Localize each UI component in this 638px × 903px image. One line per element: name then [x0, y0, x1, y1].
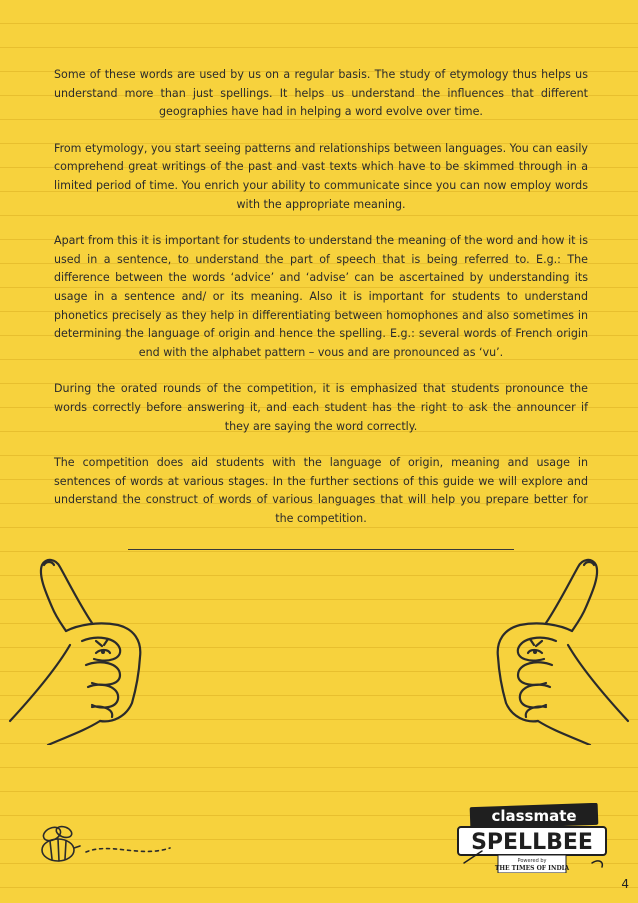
paragraph-etymology-intro: Some of these words are used by us on a regular basis. The study of etymology thus helps us understand more than just spellings. It helps us understand the influences that different geographies have had in helping a word evolve over time. — [54, 68, 588, 119]
logo-tagline: Powered by — [517, 858, 547, 864]
bee-icon — [30, 812, 230, 882]
logo-top-text: classmate — [491, 807, 577, 825]
paragraph-competition-aid: The competition does aid students with the language of origin, meaning and usage in sentences of words at various stages. In the further sections of this guide we will explore and understand the construct of words of various languages that will help you prepare better for the competition. — [54, 456, 588, 525]
logo-main-text: SPELLBEE — [471, 830, 593, 855]
thumbs-up-left-icon — [0, 545, 190, 745]
page-number: 4 — [621, 877, 629, 891]
logo-sponsor: THE TIMES OF INDIA — [494, 865, 570, 872]
body-text — [54, 66, 588, 546]
paragraph-word-meaning: Apart from this it is important for students to understand the meaning of the word and how it is used in a sentence, to understand the part of speech that is being referred to. E.g.: The difference between the words ‘advice’ and ‘advise’ can be ascertained by understanding its usage in a sentence and/ or its meaning. Also it is important for students to understand phonetics precisely as they help in differentiating between homophones and also sometimes in determining the language of origin and hence the spelling. E.g.: several words of French origin end with the alphabet pattern – vous and are pronounced as ‘vu’. — [54, 234, 588, 359]
paragraph-pronunciation: During the orated rounds of the competition, it is emphasized that students pronounce the words correctly before answering it, and each student has the right to ask the announcer if they are saying the word correctly. — [54, 382, 588, 433]
thumbs-up-right-icon — [448, 545, 638, 745]
spellbee-logo-icon — [452, 803, 612, 873]
paragraph-etymology-patterns: From etymology, you start seeing patterns and relationships between languages. You can easily comprehend great writings of the past and vast texts which have to be skimmed through in a limited period of time. You enrich your ability to communicate since you can now employ words with the appropriate meaning. — [54, 141, 588, 211]
